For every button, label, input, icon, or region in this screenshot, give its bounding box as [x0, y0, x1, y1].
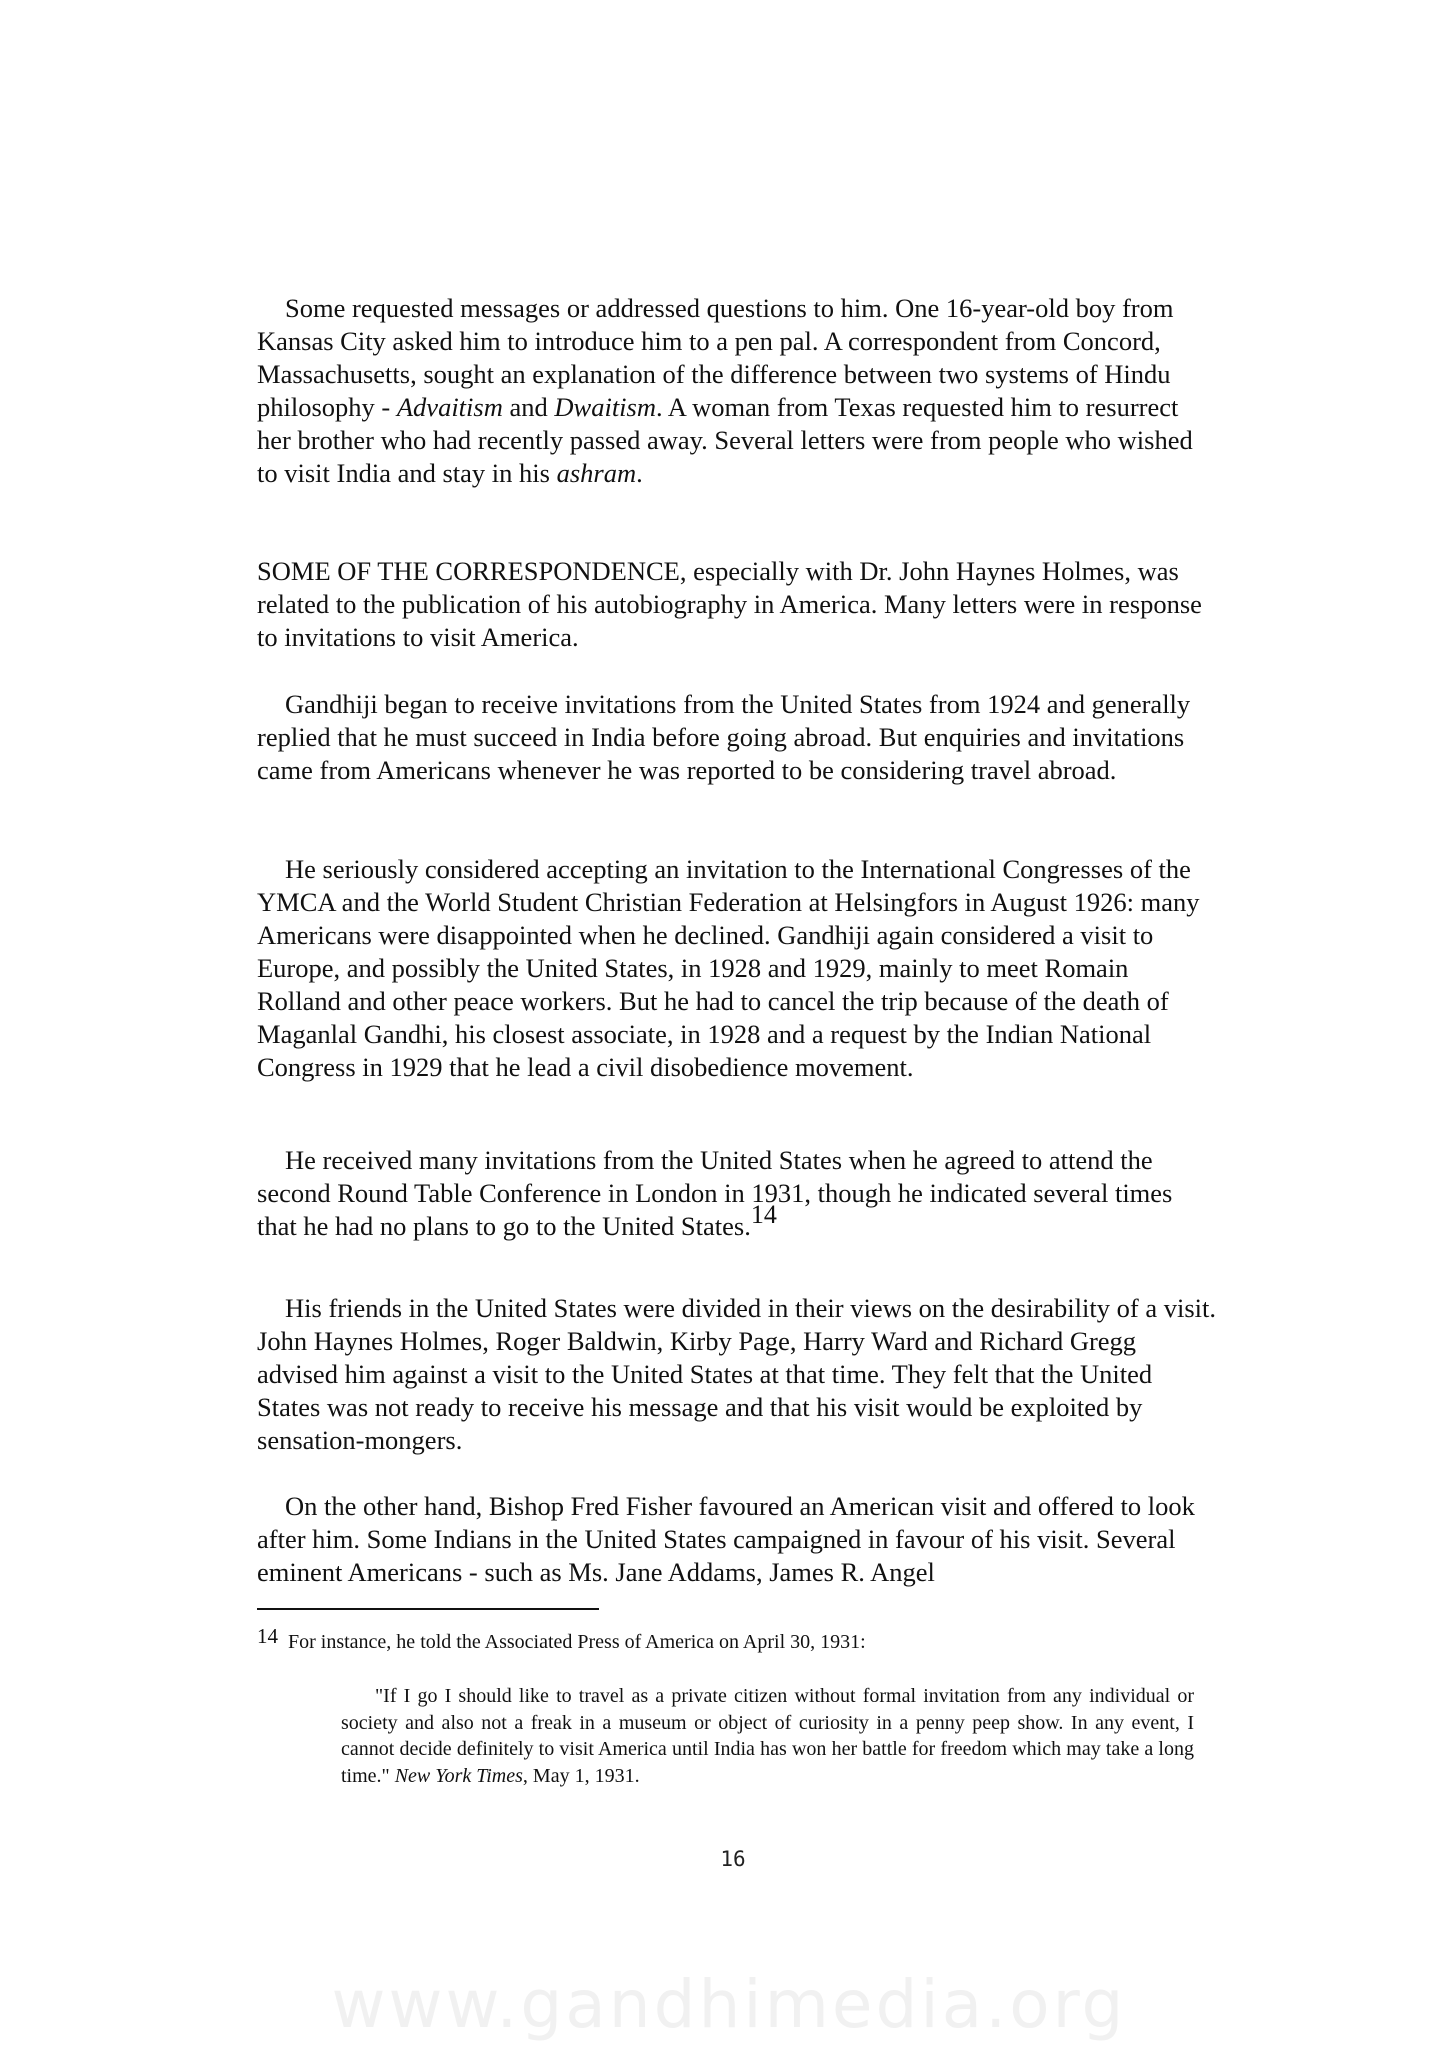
page-number: 16 [720, 1847, 746, 1871]
paragraph-text: He received many invitations from the United States when he agreed to attend the second Round Table Conference in London in 1931, though he indicated several times that he had no plans to go to the United States. [257, 1145, 1173, 1241]
paragraph-round-table [257, 1144, 1217, 1243]
paragraph-text: and [502, 392, 555, 422]
footnote-number: 14 [257, 1624, 278, 1648]
paragraph-requests [257, 292, 1217, 490]
paragraph-friends-views: His friends in the United States were divided in their views on the desirability of a visit. John Haynes Holmes, Roger Baldwin, Kirby Page, Harry Ward and Richard Gregg advised him against a visit to the United States at that time. They felt that the United States was not ready to receive his message and that his visit would be exploited by sensation-mongers. [257, 1293, 1216, 1455]
footnote-reference: 14 [750, 1200, 777, 1229]
paragraph-considered-visit: He seriously considered accepting an invitation to the International Congresses of the YMCA and the World Student Christian Federation at Helsingfors in August 1926: many Americans were disappointed when he declined. Gandhiji again considered a visit to Europe, and possibly the United States, in 1928 and 1929, mainly to meet Romain Rolland and other peace workers. But he had to cancel the trip because of the death of Maganlal Gandhi, his closest associate, in 1928 and a request by the Indian National Congress in 1929 that he lead a civil disobedience movement. [257, 854, 1200, 1082]
quote-text: "If I go I should like to travel as a private citizen without formal invitation from any individual or society and also not a freak in a museum or object of curiosity in a penny peep show. In any event, I cannot decide definitely to visit America until India has won her battle for freedom which may take a long time." [341, 1685, 1194, 1787]
footnote-text: For instance, he told the Associated Press of America on April 30, 1931: [288, 1631, 866, 1653]
italic-term: Dwaitism [554, 392, 656, 422]
watermark: www.gandhimedia.org [331, 1966, 1127, 2043]
paragraph-text: . A woman from Texas requested him to resurrect her brother who had recently passed away. Several letters were from people who wished to visit India and stay in his [257, 392, 1193, 488]
footnote-divider [257, 1608, 599, 1610]
paragraph-other-hand: On the other hand, Bishop Fred Fisher favoured an American visit and offered to look after him. Some Indians in the United States campaigned in favour of his visit. Several eminent Americans - such as Ms. Jane Addams, James R. Angel [257, 1491, 1195, 1587]
paragraph-text: Some requested messages or addressed questions to him. One 16-year-old boy from Kansas City asked him to introduce him to a pen pal. A correspondent from Concord, Massachusetts, sought an explanation of the difference between two systems of Hindu philosophy - [257, 293, 1174, 422]
quote-source: New York Times [394, 1764, 523, 1787]
italic-term: ashram [556, 458, 637, 488]
quote-date: , May 1, 1931. [522, 1764, 640, 1787]
footnote-quote [341, 1683, 1194, 1789]
paragraph-correspondence: SOME OF THE CORRESPONDENCE, especially with Dr. John Haynes Holmes, was related to the publication of his autobiography in America. Many letters were in response to invitations to visit America. [257, 556, 1202, 652]
paragraph-text: . [636, 458, 643, 488]
footnote [257, 1623, 1217, 1655]
italic-term: Advaitism [396, 392, 503, 422]
paragraph-invitations: Gandhiji began to receive invitations from the United States from 1924 and generally replied that he must succeed in India before going abroad. But enquiries and invitations came from Americans whenever he was reported to be considering travel abroad. [257, 689, 1191, 785]
